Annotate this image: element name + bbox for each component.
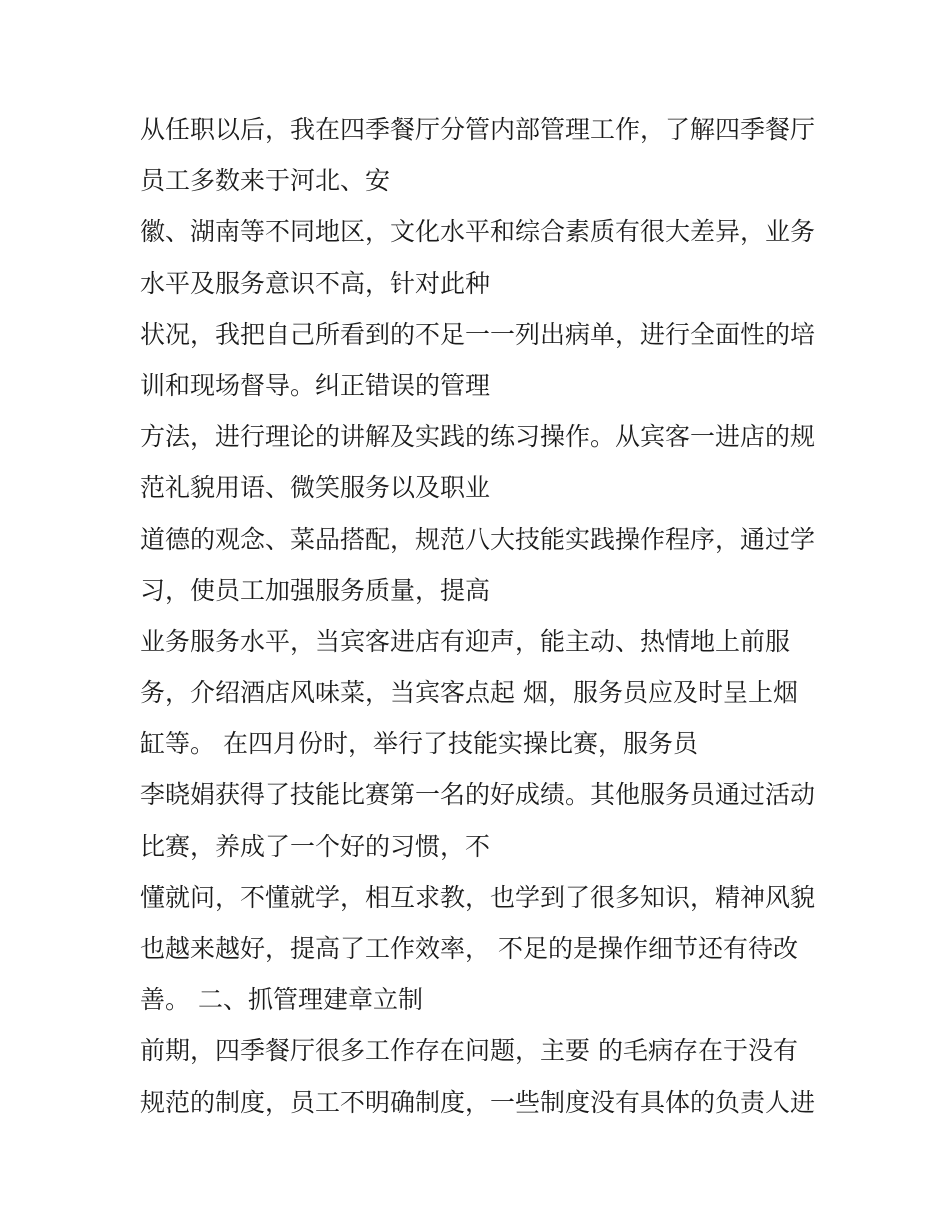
body-text bbox=[140, 104, 830, 1128]
text-line: 李晓娟获得了技能比赛第一名的好成绩。其他服务员通过活动 bbox=[140, 780, 816, 810]
text-line: 道德的观念、菜品搭配，规范八大技能实践操作程序，通过学 bbox=[140, 524, 816, 554]
text-line: 徽、湖南等不同地区，文化水平和综合素质有很大差异，业务 bbox=[140, 217, 816, 247]
text-line: 规范的制度，员工不明确制度，一些制度没有具体的负责人进 bbox=[140, 1087, 816, 1117]
text-line: 状况，我把自己所看到的不足一一列出病单，进行全面性的培 bbox=[140, 319, 816, 349]
text-line: 善。 二、抓管理建章立制 bbox=[140, 985, 423, 1015]
text-line: 训和现场督导。纠正错误的管理 bbox=[140, 370, 491, 400]
text-line: 业务服务水平，当宾客进店有迎声，能主动、热情地上前服 bbox=[140, 626, 791, 656]
text-line: 习，使员工加强服务质量，提高 bbox=[140, 575, 491, 605]
text-line: 从任职以后，我在四季餐厅分管内部管理工作，了解四季餐厅 bbox=[140, 115, 816, 144]
text-line: 水平及服务意识不高，针对此种 bbox=[140, 268, 491, 298]
text-line: 方法，进行理论的讲解及实践的练习操作。从宾客一进店的规 bbox=[140, 422, 816, 452]
text-line: 比赛，养成了一个好的习惯，不 bbox=[140, 831, 491, 861]
text-line: 前期，四季餐厅很多工作存在问题，主要 的毛病存在于没有 bbox=[140, 1036, 798, 1066]
text-line: 懂就问，不懂就学，相互求教，也学到了很多知识，精神风貌 bbox=[140, 882, 816, 912]
text-line: 范礼貌用语、微笑服务以及职业 bbox=[140, 473, 491, 503]
text-line: 务，介绍酒店风味菜，当宾客点起 烟，服务员应及时呈上烟 bbox=[140, 678, 798, 708]
text-line: 员工多数来于河北、安 bbox=[140, 166, 391, 196]
text-line: 缸等。 在四月份时，举行了技能实操比赛，服务员 bbox=[140, 729, 698, 759]
text-line: 也越来越好，提高了工作效率， 不足的是操作细节还有待改 bbox=[140, 934, 798, 963]
